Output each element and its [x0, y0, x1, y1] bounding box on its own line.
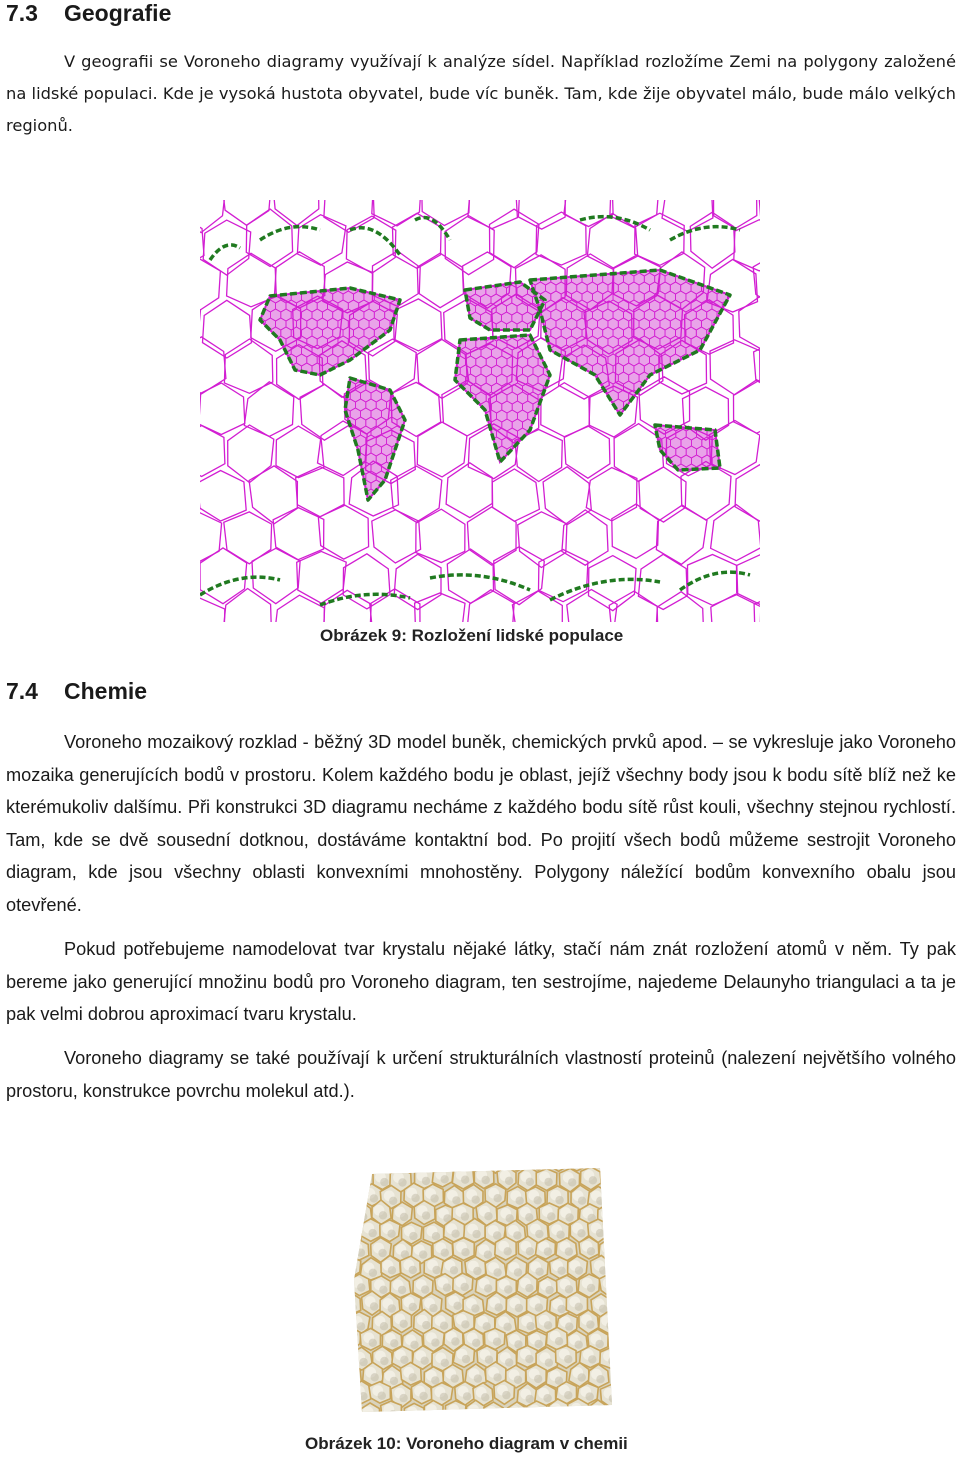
- paragraph-chemie-1: Voroneho mozaikový rozklad - běžný 3D model buněk, chemických prvků apod. – se vykresluje jako Voroneho mozaika generujících bodů v prostoru. Kolem každého bodu je oblast, jejíž všechny body jsou k bodu sítě blíž než ke kterémukoliv dalšímu. Při konstrukci 3D diagramu necháme z každého bodu sítě růst kouli, všechny stejnou rychlostí. Tam, kde se dvě sousední dotknou, dostáváme kontaktní bod. Po projití všech bodů můžeme sestrojit Voroneho diagram, kde jsou všechny oblasti konvexními mnohostěny. Polygony náležící bodům konvexního obalu jsou otevřené.: [6, 732, 956, 915]
- world-voronoi-map: [200, 200, 760, 622]
- chemistry-voronoi-figure: [350, 1160, 616, 1422]
- world-population-voronoi-figure: [200, 200, 760, 622]
- section-title: Geografie: [64, 0, 172, 26]
- figure-9-caption: Obrázek 9: Rozložení lidské populace: [320, 626, 624, 645]
- voronoi-cube-image: [350, 1160, 616, 1422]
- paragraph-chemie-2: Pokud potřebujeme namodelovat tvar krystalu nějaké látky, stačí nám znát rozložení atomů v něm. Ty pak bereme jako generující množinu bodů pro Voroneho diagram, ten sestrojíme, najedeme Delaunyho triangulaci a ta je pak velmi dobrou aproximací tvaru krystalu.: [6, 939, 956, 1024]
- section-heading-geografie: [6, 0, 171, 27]
- section-heading-chemie: [6, 678, 147, 705]
- figure-10-caption: Obrázek 10: Voroneho diagram v chemii: [305, 1434, 628, 1453]
- paragraph-geografie: V geografii se Voroneho diagramy využívají k analýze sídel. Například rozložíme Zemi na polygony založené na lidské populaci. Kde je vysoká hustota obyvatel, bude víc buněk. Tam, kde žije obyvatel málo, bude málo velkých regionů.: [6, 52, 956, 136]
- section-number: 7.3: [6, 0, 38, 26]
- paragraph-chemie-3: Voroneho diagramy se také používají k určení strukturálních vlastností proteinů (nalezení největšího volného prostoru, konstrukce povrchu molekul atd.).: [6, 1048, 956, 1101]
- section-number: 7.4: [6, 678, 38, 704]
- section-title: Chemie: [64, 678, 148, 704]
